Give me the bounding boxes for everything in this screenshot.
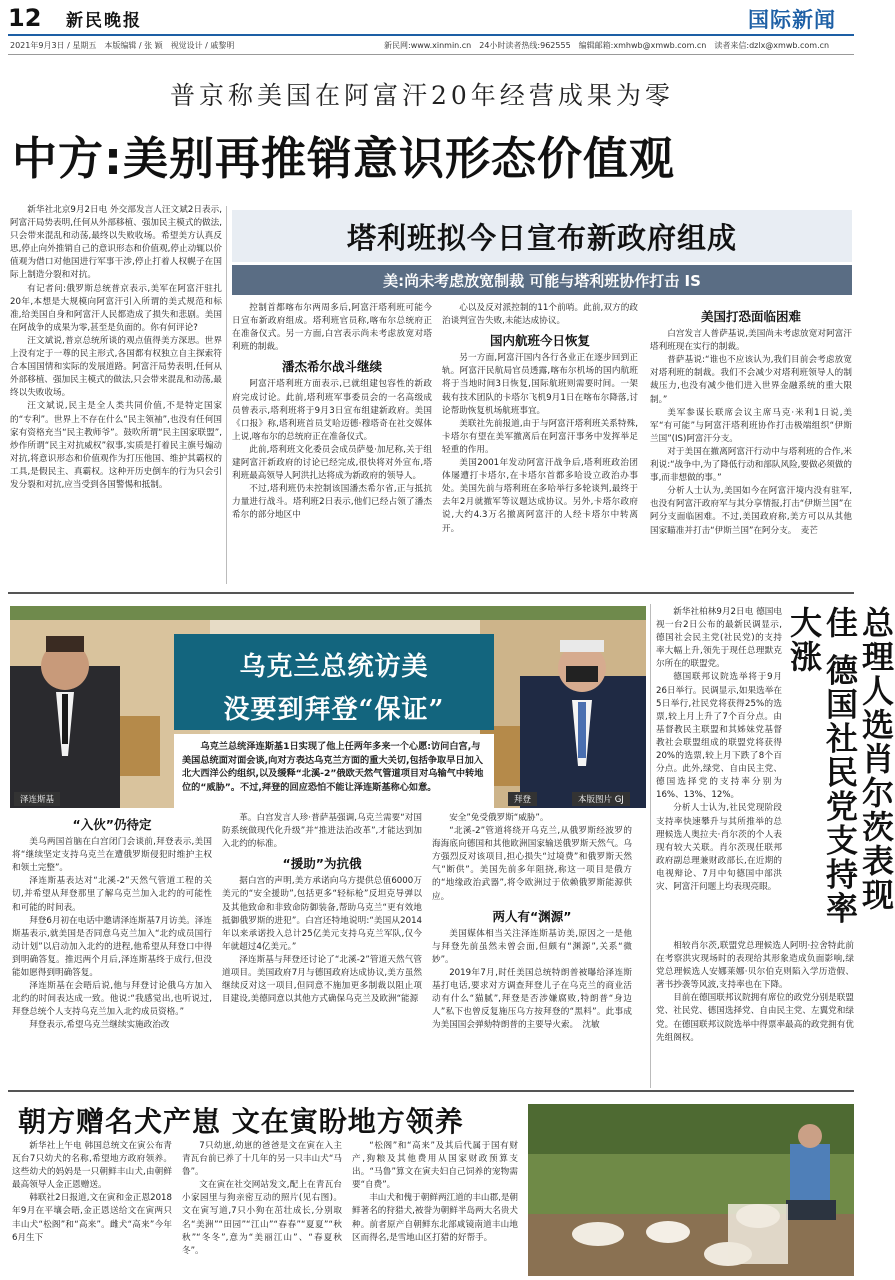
paragraph: 安全”免受俄罗斯“威胁”。	[449, 813, 549, 823]
paragraph: 7只幼崽,幼崽的爸爸是文在寅在入主青瓦台前已养了十几年的另一只丰山犬“马鲁”。	[182, 1141, 342, 1178]
main-story-body	[10, 204, 222, 584]
paragraph: 阿富汗塔利班方面表示,已就组建包容性的新政府完成讨论。此前,塔利班军事委员会的一名高级成员曾表示,塔利班将于9月3日宣布组建新政府。美国《口报》称,塔利班首员艾哈迈德·穆塔奇在社交媒体上说,喀布尔的总统府正在准备仪式。	[232, 379, 432, 442]
paragraph: 分析人士认为,美国如今在阿富汗境内没有驻军,也没有阿富汗政府军与其分享情报,打击“伊斯兰国”在阿分支面临困难。不过,美国政府称,美方可以从其他国家瞄准并打击“伊斯兰国”在阿分支。 麦芒	[650, 486, 852, 536]
german-col-top	[656, 606, 782, 936]
paper-name: 新民晚报	[66, 11, 142, 31]
section-rule	[8, 592, 854, 594]
paragraph: 目前在德国联邦议院拥有席位的政党分别是联盟党、社民党、德国选择党、自由民主党、左翼党和绿党。在德国联邦议院选举中得票率最高的政党拥有优先组阁权。	[656, 993, 854, 1043]
taliban-headline-box	[232, 210, 852, 262]
paragraph: 文在寅在社交网站发文,配上在青瓦台小家园里与狗亲密互动的照片(见右图)。文在寅写道,7只小狗在茁壮成长,分别取名“美洲”“田园”“江山”“春春”“夏夏”“秋秋”“冬冬”,意为“美丽江山”、“春夏秋冬”。	[182, 1180, 342, 1256]
dogs-photo	[528, 1104, 854, 1276]
paragraph: 新华社北京9月2日电 外交部发言人汪文斌2日表示,阿富汗局势表明,任何从外部移植、强加民主模式的做法,只会带来混乱和动荡,最终以失败收场。希望美方认真反思,停止向外推销自己的意识形态和价值观,停止动辄以价值观为借口对他国进行军事干涉,停止打着人权幌子在国际上制造分裂和对抗。	[10, 205, 222, 281]
paragraph: 不过,塔利班仍未控制该国潘杰希尔省,正与抵抗力量进行战斗。塔利班2日表示,他们已经占领了潘杰希尔的部分地区中	[232, 484, 432, 521]
masthead-rule	[8, 34, 854, 36]
paragraph: 美国2001年发动阿富汗战争后,塔利班政治团体屡遭打卡塔尔,在卡塔尔首都多哈设立政治办事处。美国先前与塔利班在多哈举行多轮谈判,最终于去年2月就撤军等议题达成协议。另外,卡塔尔政府说,大约4.3万名撤离阿富汗的人经卡塔尔中转离开。	[442, 458, 638, 534]
taliban-col-1	[232, 302, 432, 584]
subheading: 两人有“渊源”	[492, 908, 572, 924]
subheading: 国内航班今日恢复	[489, 333, 590, 349]
paragraph: “松阁”和“高来”及其后代属于国有财产,狗粮及其他费用从国家财政预算支出。“马鲁”算文在寅夫妇自己饲养的宠物需要“自费”。	[352, 1141, 518, 1191]
page-number: 12	[8, 4, 42, 32]
bottom-col-1	[12, 1140, 172, 1276]
bottom-headline: 朝方赠名犬产崽 文在寅盼地方领养	[18, 1105, 464, 1138]
subheading: 美国打恐面临困难	[700, 309, 801, 324]
paragraph: 美军参谋长联席会议主席马克·米利1日说,美军“有可能”与阿富汗塔利班协作打击极端组织“伊斯兰国”(IS)阿富汗分支。	[650, 407, 852, 444]
bottom-col-2	[182, 1140, 342, 1276]
german-headline	[785, 606, 895, 936]
subheading: 潘杰希尔战斗继续	[281, 359, 382, 375]
paragraph: 相较肖尔茨,联盟党总理候选人阿明·拉舍特此前在考察洪灾现场时的表现给其形象造成负面影响,绿党总理候选人安娜莱娜·贝尔伯克则陷入学历造假、著书抄袭等风波,支持率也在下降。	[656, 941, 854, 991]
subheading: “入伙”仍待定	[72, 817, 152, 832]
paragraph: 美联社先前报道,由于与阿富汗塔利班关系特殊,卡塔尔有望在美军撤离后在阿富汗事务中发挥举足轻重的作用。	[442, 418, 638, 455]
paragraph: 泽连斯基在会晤后说,他与拜登讨论俄乌方加入北约的时间表达成一致。他说:“我感觉出,也听说过,拜登总统个人支持乌克兰加入北约成员资格。”	[12, 981, 212, 1018]
paragraph: 新华社上午电 韩国总统文在寅公布青瓦台7只幼犬的名称,希望地方政府领养。这些幼犬的妈妈是一只朝鲜丰山犬,由朝鲜最高领导人金正恩赠送。	[12, 1141, 172, 1191]
paragraph: 泽连斯基与拜登还讨论了“北溪-2”管道天然气管道项目。美国政府7月与德国政府达成协议,美方虽然继续反对这一项目,但同意不施加更多制裁以阻止项目建设,美德同意以其他方式确保乌克兰及欧洲“能源	[222, 954, 422, 1005]
paragraph: 此前,塔利班文化委员会成员萨曼·加尼称,关于组建阿富汗新政府的讨论已经完成,很快将对外宣布,塔利班最高领导人阿洪扎达将成为新政府的领导人。	[232, 444, 432, 482]
paragraph: 汪文斌说,民主是全人类共同价值,不是特定国家的“专利”。世界上不存在什么“民主领袖”,也没有任何国家有资格充当“民主教师爷”。鼓吹所谓“民主国家联盟”,炒作所谓“民主对抗威权”叙事,实质是打着民主旗号煽动对抗,将意识形态和价值观作为打压他国、维护其霸权的工具,是假民主、真霸权。这种开历史倒车的行为只会引发分裂和对抗,应当受到各国警惕和抵制。	[10, 401, 222, 490]
main-headline: 中方:美别再推销意识形态价值观	[12, 132, 675, 185]
ukraine-col-3	[432, 812, 632, 1080]
taliban-subheadline-bar	[232, 265, 852, 295]
paragraph: 对于美国在撤离阿富汗行动中与塔利班的合作,米利说:“战争中,为了降低行动和部队风险,要做必须做的事,而非想做的事。”	[650, 446, 852, 484]
german-col-bottom	[656, 940, 854, 1086]
paragraph: 拜登6月初在电话中邀请泽连斯基7月访美。泽连斯基表示,就美国是否同意乌克兰加入“北约成员国行动计划”以启动加入北约的进程,他希望从拜登口中得到明确答复。推迟两个月后,泽连斯基终于成行,但没能如愿得到明确答复。	[12, 915, 212, 979]
caption-right-name: 拜登	[508, 792, 537, 806]
german-headline-text: 总理人选肖尔茨表现佳 德国社民党支持率大涨	[785, 606, 895, 926]
column-divider	[650, 604, 651, 1088]
masthead	[0, 0, 862, 52]
caption-left: 泽连斯基	[14, 792, 60, 806]
main-kicker: 普京称美国在阿富汗20年经营成果为零	[170, 81, 674, 110]
paragraph: 泽连斯基表达对“北溪-2”天然气管道工程的关切,并希望从拜登那里了解乌克兰加入北约的可能性和可能的时间表。	[12, 876, 212, 913]
ukraine-col-1	[12, 812, 212, 1080]
paragraph: 普萨基说:“谁也不应该认为,我们目前会考虑放宽对塔利班的制裁。我们不会减少对塔利班领导人的制裁压力,也没有减少他们进入世界金融系统的重大限制。”	[650, 355, 852, 405]
paragraph: “北溪-2”管道将绕开乌克兰,从俄罗斯经波罗的海海底向德国和其他欧洲国家输送俄罗斯天然气。乌方强烈反对该项目,担心损失“过境费”和俄罗斯天然气“断供”。美国先前多年阻挠,称这一项目是俄方的“地缘政治武器”,将令欧洲过于依赖俄罗斯能源供应。	[432, 826, 632, 902]
contact-line: 新民网:www.xinmin.cn 24小时读者热线:962555 编辑邮箱:xmhwb@xmwb.com.cn 读者来信:dzlx@xmwb.com.cn	[384, 41, 830, 50]
ukraine-col-2	[222, 812, 422, 1080]
caption-right-credit: 本版图片 GJ	[572, 792, 630, 806]
paragraph: 新华社柏林9月2日电 德国电视一台2日公布的最新民调显示,德国社会民主党(社民党)的支持率大幅上升,领先于现任总理默克尔所在的联盟党。	[656, 607, 782, 670]
section-title: 国际新闻	[748, 8, 836, 32]
paragraph: 汪文斌说,普京总统所谈的观点值得美方深思。世界上没有定于一尊的民主形式,各国都有权独立自主探索符合本国国情和实际的发展道路。阿富汗局势表明,任何从外部移植、强加民主模式的做法,只会带来混乱和动荡,最终以失败收场。	[10, 335, 222, 399]
dogs-photo-scene	[528, 1104, 854, 1276]
paragraph: 分析人士认为,社民党现阶段支持率快速攀升与其所推举的总理候选人奥拉夫·肖尔茨的个人表现有较大关联。肖尔茨现任联邦政府副总理兼财政部长,在近期的电视辩论、7月中旬德国中部洪灾、阿富汗问题上均表现亮眼。	[656, 803, 782, 892]
taliban-col-3	[650, 302, 852, 584]
subheading: “援助”为抗俄	[282, 856, 362, 872]
paragraph: 据白宫的声明,美方承诺向乌方提供总值6000万美元的“安全援助”,包括更多“轻标枪”反坦克导弹以及其他致命和非致命防御装备,帮助乌克兰“更有效地抵御俄罗斯的进犯”。白宫还特地说明:“美国从2014年以来承诺投入总计25亿美元支持乌克兰军队,仅今年就超过4亿美元。”	[222, 876, 422, 952]
paragraph: 另一方面,阿富汗国内各行各业正在逐步回到正轨。阿富汗民航局官员透露,喀布尔机场的国内航班将于当地时间3日恢复,国际航班则需要时间。一架载有技术团队的卡塔尔飞机9月1日在喀布尔降落,讨论帮助恢复机场航班事宜。	[442, 353, 638, 416]
paragraph: 白宫发言人普萨基说,美国尚未考虑放宽对阿富汗塔利班现在实行的制裁。	[650, 329, 852, 353]
masthead-rule-thin	[8, 54, 854, 55]
taliban-headline: 塔利班拟今日宣布新政府组成	[346, 221, 737, 255]
paragraph: 拜登表示,希望乌克兰继续实施政治改	[29, 1020, 170, 1031]
taliban-col-2	[442, 302, 638, 584]
ukraine-title-box	[174, 634, 494, 730]
ukraine-intro: 乌克兰总统泽连斯基1日实现了他上任两年多来一个心愿:访问白宫,与美国总统面对面会谈,向对方表达乌克兰方面的重大关切,包括争取早日加入北大西洋公约组织,以及缓释“北溪-2”俄欧天然气管道项目对乌输气中转地位的“威胁”。不过,拜登的回应恐怕不能让泽连斯基称心如意。	[174, 734, 494, 808]
taliban-subheadline: 美:尚未考虑放宽制裁 可能与塔利班协作打击 IS	[383, 272, 701, 290]
paragraph: 丰山犬和傀于朝鲜两江道的丰山郡,是朝鲜著名的狩猎犬,被誉为朝鲜半岛两大名贵犬种。前者原产自朝鲜东北部咸镜南道丰山地区而得名,是雪地山区打猎的好帮手。	[352, 1193, 519, 1243]
paragraph: 美国媒体相当关注泽连斯基访美,原因之一是他与拜登先前虽然未曾会面,但颇有“渊源”,关系“微妙”。	[432, 928, 632, 965]
paragraph: 韩联社2日报道,文在寅和金正恩2018年9月在平壤会晤,金正恩送给文在寅两只丰山犬“松阁”和“高来”。雌犬“高来”今年6月生下	[12, 1193, 172, 1243]
paragraph: 心以及反对派控制的11个前哨。此前,双方的政治谈判宣告失败,未能达成协议。	[442, 303, 638, 327]
paragraph: 美乌两国首脑在白宫闭门会谈前,拜登表示,美国将“继续坚定支持乌克兰在遭俄罗斯侵犯时维护主权和领土完整”。	[12, 837, 212, 874]
paragraph: 控制首都喀布尔两周多后,阿富汗塔利班可能今日宣布新政府组成。塔利班官员称,喀布尔总统府正在准备仪式。另一方面,白宫表示尚未考虑放宽对塔利班的制裁。	[232, 303, 432, 353]
column-divider	[226, 206, 227, 584]
bottom-col-3	[352, 1140, 518, 1276]
section-rule	[8, 1090, 854, 1092]
paragraph: 德国联邦议院选举将于9月26日举行。民调显示,如果选举在5日举行,社民党将获得25%的选票,较上月上升了7个百分点。由基督教民主联盟和其姊妹党基督教社会联盟组成的联盟党将获得20%的选票,较上月下跌了8个百分点。此外,绿党、自由民主党、德国选择党的支持率分别为16%、13%、12%。	[656, 672, 782, 801]
paragraph: 2019年7月,时任美国总统特朗普被曝给泽连斯基打电话,要求对方调查拜登儿子在乌克兰的商业活动有什么“猫腻”,拜登是否涉嫌腐败,特朗普“身边人”私下也曾反复施压乌方按拜登的“黑料”。此事成为美国国会弹劾特朗普的主要导火索。 沈敏	[432, 968, 632, 1031]
date-editors: 2021年9月3日 / 星期五 本版编辑 / 张 颖 视觉设计 / 戚黎明	[10, 41, 235, 50]
paragraph: 革。白宫发言人珍·普萨基强调,乌克兰需要“对国防系统做现代化升级”并“推进法治改革”,才能达到加入北约的标准。	[222, 813, 422, 850]
ukraine-title-line1: 乌克兰总统访美	[239, 652, 429, 682]
ukraine-title-line2: 没要到拜登“保证”	[223, 695, 445, 725]
paragraph: 有记者问:俄罗斯总统普京表示,美军在阿富汗驻扎20年,本想是大规模向阿富汗引入所谓的美式规范和标准,给美国自身和阿富汗人民都造成了损失和悲剧。美国在阿战争的成果为零,甚至是负面的。你有何评论?	[10, 283, 222, 333]
